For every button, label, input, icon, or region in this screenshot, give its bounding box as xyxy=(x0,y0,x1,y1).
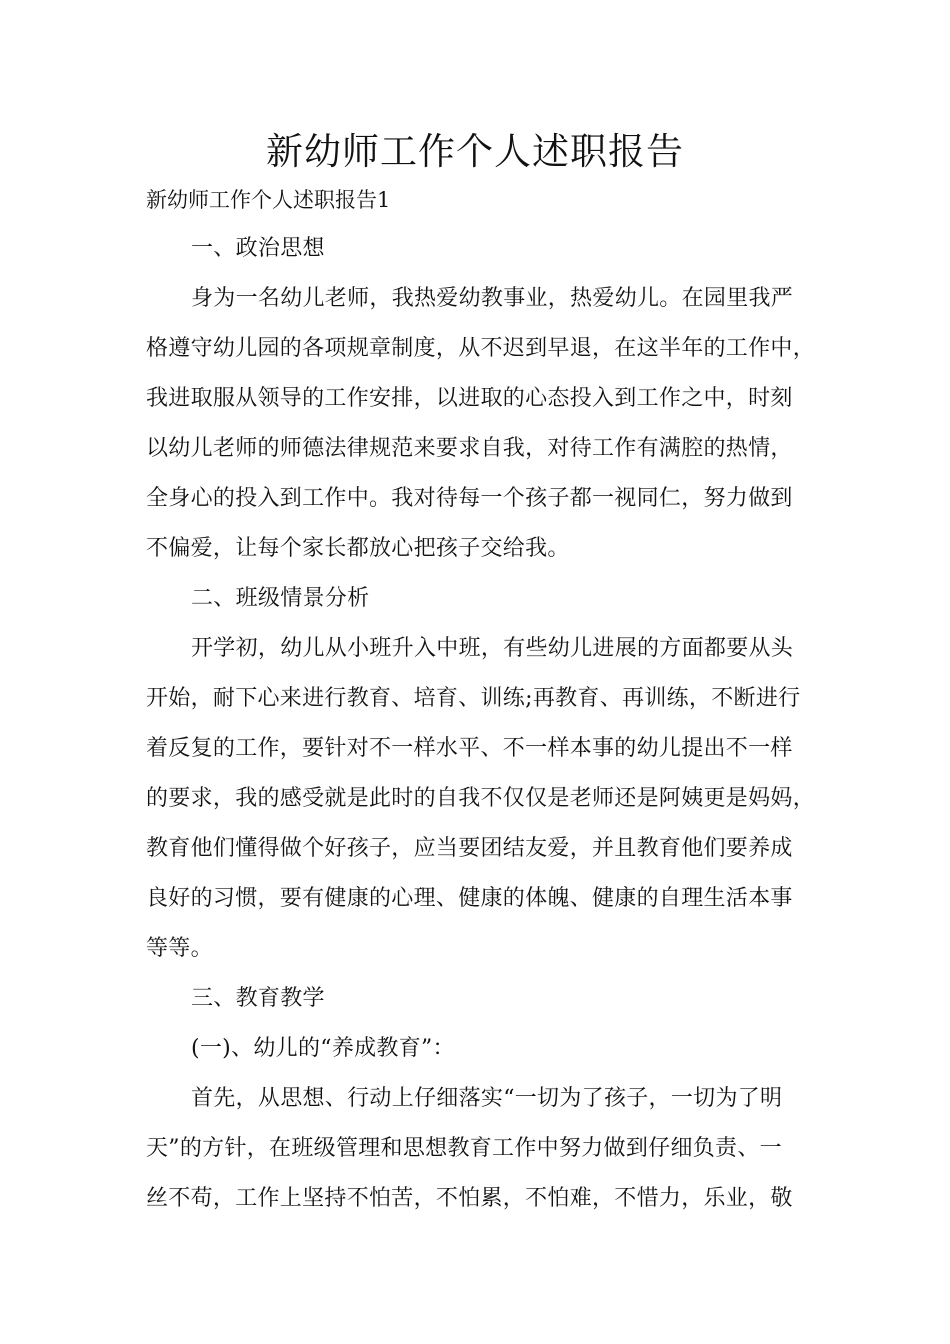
paragraph-line: 着反复的工作，要针对不一样水平、不一样本事的幼儿提出不一样 xyxy=(146,736,793,761)
paragraph-line: 开始，耐下心来进行教育、培育、训练;再教育、再训练，不断进行 xyxy=(146,686,801,711)
section-heading: 二、班级情景分析 xyxy=(191,586,370,611)
paragraph-line: 首先，从思想、行动上仔细落实“一切为了孩子，一切为了明 xyxy=(191,1086,783,1111)
paragraph-line: 我进取服从领导的工作安排，以进取的心态投入到工作之中，时刻 xyxy=(146,386,793,411)
document-subtitle: 新幼师工作个人述职报告1 xyxy=(146,188,391,212)
document-title: 新幼师工作个人述职报告 xyxy=(266,130,684,173)
paragraph-line: 良好的习惯，要有健康的心理、健康的体魄、健康的自理生活本事 xyxy=(146,886,793,911)
paragraph-line: 的要求，我的感受就是此时的自我不仅仅是老师还是阿姨更是妈妈， xyxy=(146,786,816,811)
paragraph-line: 身为一名幼儿老师，我热爱幼教事业，热爱幼儿。在园里我严 xyxy=(191,286,794,311)
paragraph-line: 不偏爱，让每个家长都放心把孩子交给我。 xyxy=(146,536,570,561)
section-heading: 三、教育教学 xyxy=(191,986,325,1011)
paragraph-line: 丝不苟，工作上坚持不怕苦，不怕累，不怕难，不惜力，乐业，敬 xyxy=(146,1186,793,1211)
section-heading: 一、政治思想 xyxy=(191,236,325,261)
paragraph-line: 以幼儿老师的师德法律规范来要求自我，对待工作有满腔的热情， xyxy=(146,436,793,461)
paragraph-line: 等等。 xyxy=(146,936,213,961)
paragraph-line: 开学初，幼儿从小班升入中班，有些幼儿进展的方面都要从头 xyxy=(191,636,794,661)
paragraph-line: 全身心的投入到工作中。我对待每一个孩子都一视同仁，努力做到 xyxy=(146,486,793,511)
paragraph-line: 格遵守幼儿园的各项规章制度，从不迟到早退，在这半年的工作中， xyxy=(146,336,816,361)
subsection-heading: (一)、幼儿的“养成教育”： xyxy=(191,1036,455,1061)
paragraph-line: 天”的方针，在班级管理和思想教育工作中努力做到仔细负责、一 xyxy=(146,1136,782,1161)
paragraph-line: 教育他们懂得做个好孩子，应当要团结友爱，并且教育他们要养成 xyxy=(146,836,793,861)
